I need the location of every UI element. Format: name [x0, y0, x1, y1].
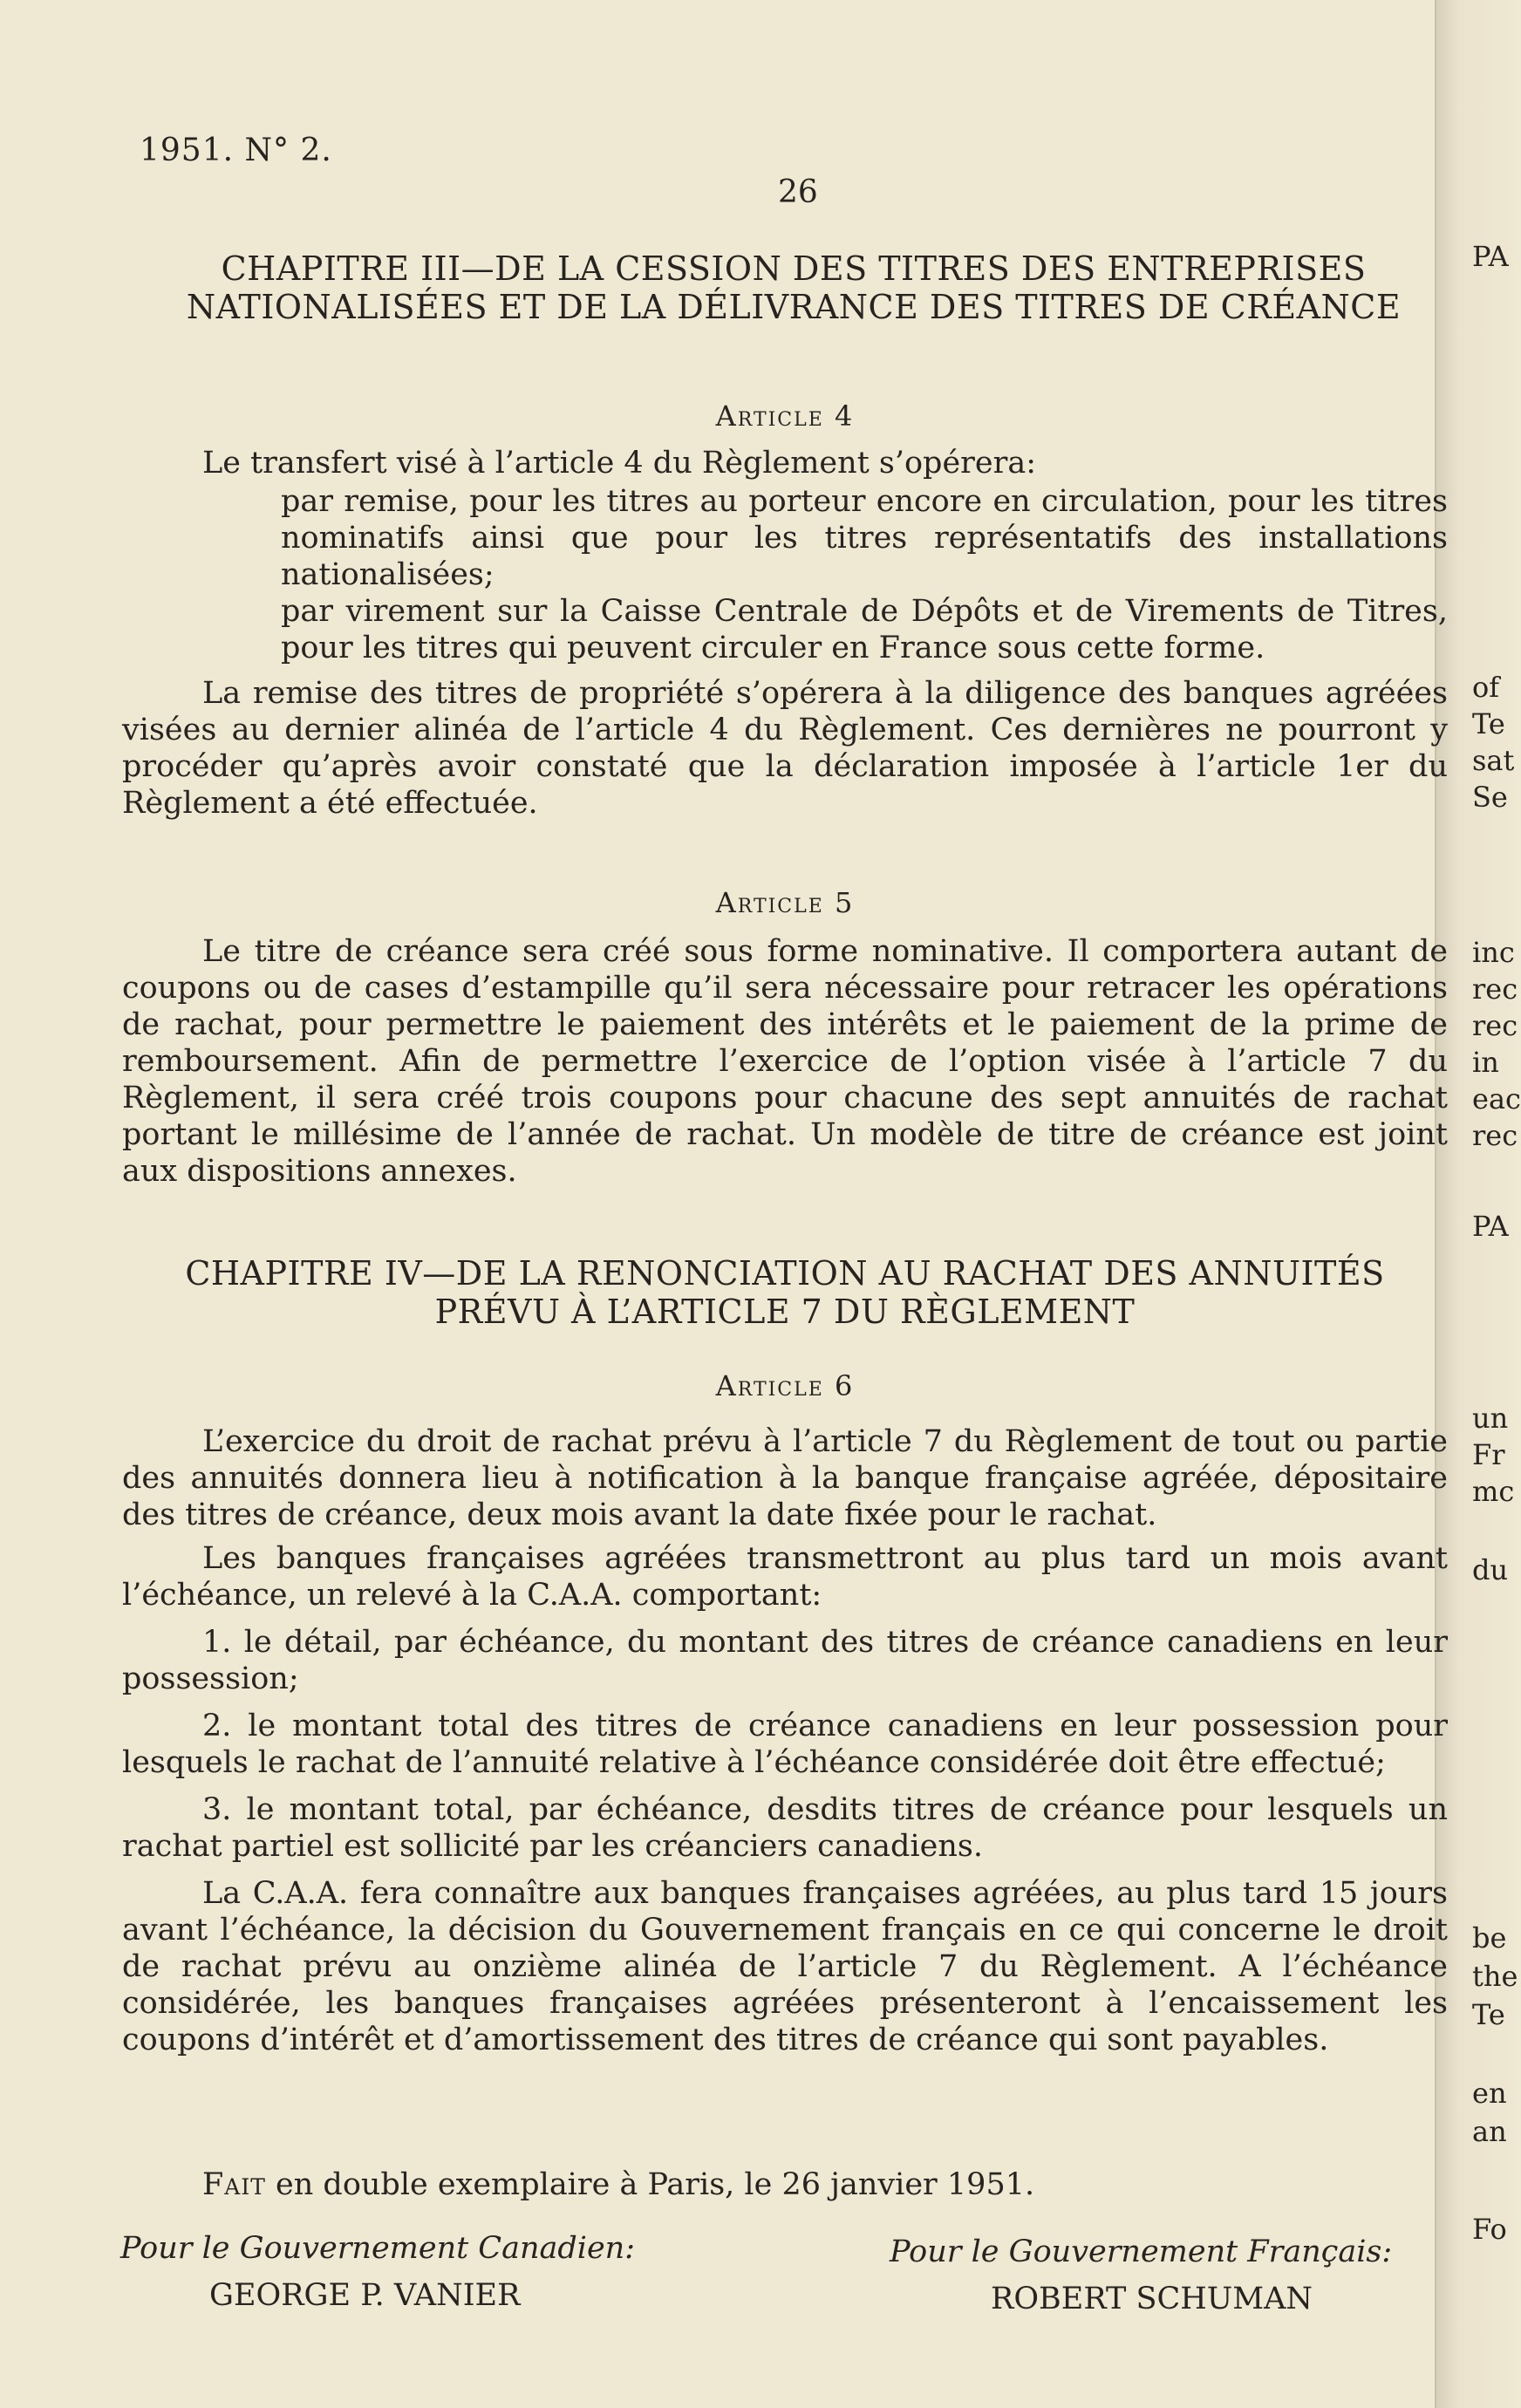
facing-page-fragment: sat — [1472, 744, 1515, 777]
facing-page-fragment: PA — [1472, 1210, 1509, 1243]
article-6-item-3: 3. le montant total, par échéance, desdits titres de créance pour lesquels un rachat partiel est sollicité par les créanciers canadiens. — [122, 1792, 1448, 1864]
article-6-item-1: 1. le détail, par échéance, du montant des titres de créance canadiens en leur possession; — [122, 1625, 1448, 1696]
facing-page-fragment: rec — [1472, 1119, 1518, 1152]
article-6-body — [122, 1423, 1448, 2058]
facing-page-fragment: an — [1472, 2115, 1507, 2148]
article-6-paragraph-3: La C.A.A. fera connaître aux banques françaises agréées, au plus tard 15 jours avant l’échéance, la décision du Gouvernement français en ce qui concerne le droit de rachat prévu au onzième alinéa de l’article 7 du Règlement. A l’échéance considérée, les banques françaises agréées présenteront à l’encaissement les coupons d’intérêt et d’amortissement des titres de créance qui sont payables. — [122, 1876, 1448, 2057]
chapter-4-title: CHAPITRE IV—DE LA RENONCIATION AU RACHAT DES ANNUITÉS PRÉVU À L’ARTICLE 7 DU RÈGLEMENT — [185, 1254, 1385, 1331]
article-5-text: Le titre de créance sera créé sous forme nominative. Il comportera autant de coupons ou de cases d’estampille qu’il sera nécessaire pour retracer les opérations de rachat, pour permettre le paiement des intérêts et le paiement de la prime de remboursement. Afin de permettre l’exercice de l’option visée à l’article 7 du Règlement, il sera créé trois coupons pour chacune des sept annuités de rachat portant le millésime de l’année de rachat. Un modèle de titre de créance est joint aux dispositions annexes. — [122, 934, 1448, 1189]
article-4-body — [122, 445, 1448, 822]
signature-right-name: ROBERT SCHUMAN — [991, 2282, 1313, 2316]
facing-page-fragment: Te — [1472, 707, 1505, 740]
chapter-3-title: CHAPITRE III—DE LA CESSION DES TITRES DES ENTREPRISES NATIONALISÉES ET DE LA DÉLIVRANCE DES TITRES DE CRÉANCE — [186, 249, 1402, 326]
article-6-heading: Article 6 — [715, 1369, 855, 1402]
facing-page-fragment: en — [1472, 2077, 1507, 2110]
closing-statement — [122, 2166, 1448, 2203]
article-6-item-2: 2. le montant total des titres de créance canadiens en leur possession pour lesquels le rachat de l’annuité relative à l’échéance considérée doit être effectué; — [122, 1709, 1448, 1780]
facing-page-fragment: rec — [1472, 972, 1518, 1006]
facing-page-fragment: inc — [1472, 936, 1515, 969]
facing-page-fragment: un — [1472, 1402, 1509, 1435]
article-6-paragraph-2: Les banques françaises agréées transmettront au plus tard un mois avant l’échéance, un relevé à la C.A.A. comportant: — [122, 1541, 1448, 1613]
facing-page-fragment: of — [1472, 671, 1500, 704]
document-reference: 1951. N° 2. — [140, 133, 332, 168]
facing-page-fragment: Fr — [1472, 1438, 1505, 1471]
page-number: 26 — [778, 174, 818, 210]
article-6-paragraph-1: L’exercice du droit de rachat prévu à l’article 7 du Règlement de tout ou partie des annuités donnera lieu à notification à la banque française agréée, dépositaire des titres de créance, deux mois avant la date fixée pour le rachat. — [122, 1424, 1448, 1532]
signature-left-label: Pour le Gouvernement Canadien: — [120, 2231, 636, 2266]
closing-fait: Fait — [202, 2167, 266, 2202]
facing-page-fragment: rec — [1472, 1009, 1518, 1042]
closing-text: en double exemplaire à Paris, le 26 janvier 1951. — [276, 2167, 1035, 2202]
facing-page-fragment: du — [1472, 1553, 1509, 1586]
article-4-paragraph: La remise des titres de propriété s’opérera à la diligence des banques agréées visées au dernier alinéa de l’article 4 du Règlement. Ces dernières ne pourront y procéder qu’après avoir constaté que la déclaration imposée à l’article 1er du Règlement a été effectuée. — [122, 676, 1448, 821]
article-4-intro: Le transfert visé à l’article 4 du Règlement s’opérera: — [202, 446, 1036, 481]
facing-page-fragment: mc — [1472, 1475, 1515, 1508]
facing-page-fragment: PA — [1472, 240, 1509, 273]
article-5-paragraph — [122, 933, 1448, 1190]
facing-page-fragment: Te — [1472, 1998, 1505, 2031]
signature-right-label: Pour le Gouvernement Français: — [890, 2234, 1393, 2269]
facing-page-fragment: Fo — [1472, 2213, 1507, 2246]
facing-page-fragment: be — [1472, 1921, 1507, 1954]
article-5-heading: Article 5 — [715, 886, 855, 919]
article-4-item-1: par remise, pour les titres au porteur encore en circulation, pour les titres nominatifs ainsi que pour les titres représentatifs des installations nationalisées; — [281, 484, 1448, 592]
article-4-item-2: par virement sur la Caisse Centrale de Dépôts et de Virements de Titres, pour les titres qui peuvent circuler en France sous cette forme. — [281, 594, 1448, 665]
facing-page-fragment: the — [1472, 1960, 1518, 1993]
facing-page-fragment: eac — [1472, 1082, 1521, 1115]
facing-page-fragment: in — [1472, 1046, 1499, 1079]
signature-left-name: GEORGE P. VANIER — [209, 2278, 521, 2313]
article-4-heading: Article 4 — [715, 399, 855, 433]
facing-page-fragment: Se — [1472, 781, 1508, 814]
